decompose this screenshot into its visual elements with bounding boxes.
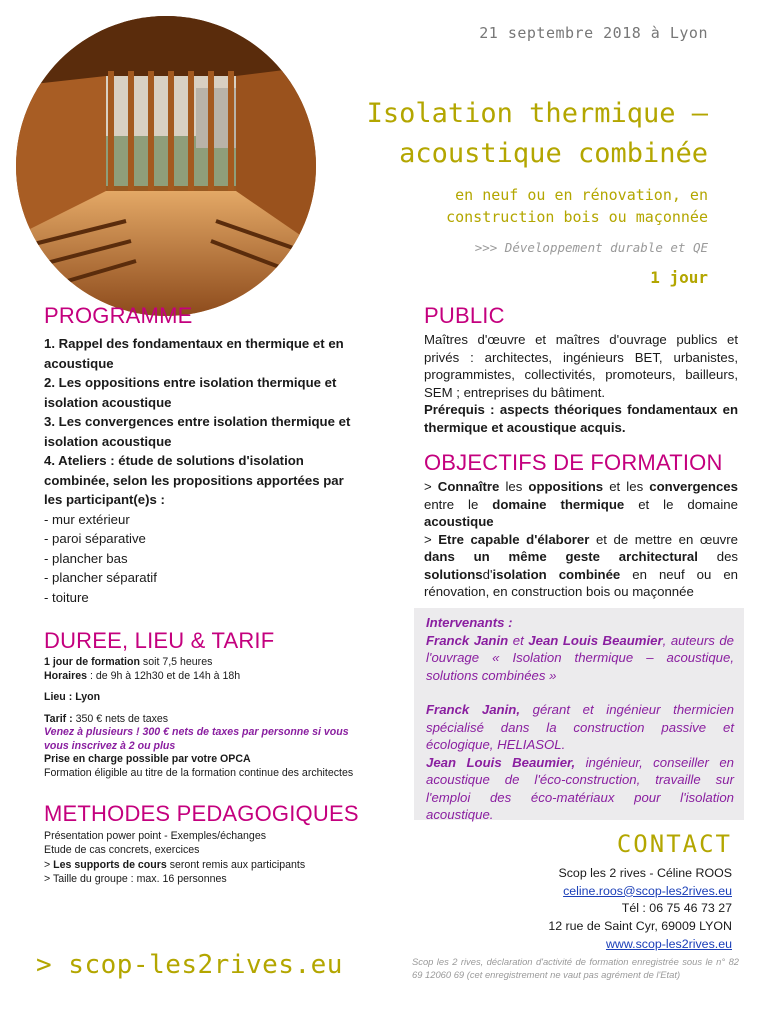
programme-subitem: - paroi séparative xyxy=(44,531,146,546)
programme-subitem: - plancher séparatif xyxy=(44,570,157,585)
programme-item: 2. Les oppositions entre isolation thermique et isolation acoustique xyxy=(44,375,337,410)
programme-heading: PROGRAMME xyxy=(44,303,193,328)
speaker-bio-2 xyxy=(426,754,734,824)
emphasis: 1 jour de formation xyxy=(44,656,140,668)
eligibility-line: Formation éligible au titre de la formation continue des architectes xyxy=(44,766,354,779)
duration-place-price-heading: DUREE, LIEU & TARIF xyxy=(44,628,275,653)
contact-details xyxy=(432,865,732,954)
emphasis: Tarif : xyxy=(44,712,73,725)
emphasis: dans un même geste architectural xyxy=(424,549,698,564)
hours-line xyxy=(44,670,362,684)
objectives-text xyxy=(424,478,738,601)
programme-subitem: - plancher bas xyxy=(44,550,128,566)
emphasis: domaine thermique xyxy=(492,496,625,512)
speakers-heading: Intervenants : xyxy=(426,615,513,630)
emphasis: isolation combinée xyxy=(492,566,621,582)
duration-line xyxy=(44,656,362,670)
text: gérant et ingénieur thermicien spécialisé dans la construction passive et écologique, HELIASOL. xyxy=(426,702,734,752)
text: et xyxy=(512,632,524,648)
method-line: > Taille du groupe : max. 16 personnes xyxy=(44,872,227,885)
programme-item: 3. Les convergences entre isolation thermique et isolation acoustique xyxy=(44,414,351,449)
text: : de 9h à 12h30 et de 14h à 18h xyxy=(89,669,241,682)
speakers-box xyxy=(414,608,744,820)
text: en neuf ou en rénovation, en construction bois ou maçonnée xyxy=(424,566,738,599)
place-line: Lieu : Lyon xyxy=(44,691,101,703)
title-line-2: acoustique combinée xyxy=(399,138,708,169)
text: soit 7,5 heures xyxy=(142,656,213,668)
contact-email-link[interactable]: celine.roos@scop-les2rives.eu xyxy=(563,883,732,898)
text: et de mettre en œuvre xyxy=(595,531,738,547)
emphasis: convergences xyxy=(649,479,738,494)
emphasis: solutions xyxy=(424,566,483,582)
programme-item: 1. Rappel des fondamentaux en thermique et en acoustique xyxy=(44,336,344,371)
footer-website[interactable]: > scop-les2rives.eu xyxy=(36,950,343,980)
public-text xyxy=(424,331,738,436)
contact-heading: CONTACT xyxy=(616,830,732,858)
objectives-heading: OBJECTIFS DE FORMATION xyxy=(424,450,723,475)
text: des xyxy=(716,549,738,564)
subtitle xyxy=(348,184,708,228)
title-line-1: Isolation thermique – xyxy=(366,98,708,129)
speaker-name: Franck Janin, xyxy=(426,702,520,717)
emphasis: oppositions xyxy=(528,479,604,494)
text: d' xyxy=(482,566,493,582)
emphasis: Horaires xyxy=(44,669,87,682)
emphasis: Les supports de cours xyxy=(53,858,167,871)
duration-place-price-text xyxy=(44,656,362,780)
subtitle-line-2: construction bois ou maçonnée xyxy=(446,208,708,226)
event-date: 21 septembre 2018 à Lyon xyxy=(479,24,708,42)
bullet: > xyxy=(424,479,432,494)
speaker-name: Franck Janin xyxy=(426,632,509,648)
programme-list xyxy=(44,334,356,607)
speaker-bio-1 xyxy=(426,701,734,754)
programme-subitem: - toiture xyxy=(44,589,89,605)
text: et les xyxy=(609,479,644,494)
tagline: >>> Développement durable et QE xyxy=(474,240,708,255)
methods-heading: METHODES PEDAGOGIQUES xyxy=(44,801,359,826)
emphasis: Connaître xyxy=(437,479,500,494)
wooden-hall-photo xyxy=(16,16,316,316)
group-discount: Venez à plusieurs ! 300 € nets de taxes par personne si vous vous inscrivez à 2 ou plus xyxy=(44,726,349,752)
contact-address: 12 rue de Saint Cyr, 69009 LYON xyxy=(548,919,732,934)
duration-badge: 1 jour xyxy=(650,268,708,287)
public-description: Maîtres d'œuvre et maîtres d'ouvrage publics et privés : architectes, ingénieurs BET, urbanistes, programmistes, collectivités, promoteurs, bailleurs, SEM ; entreprises du bâtiment. xyxy=(424,332,738,400)
programme-subitem: - mur extérieur xyxy=(44,511,130,527)
contact-phone: Tél : 06 75 46 73 27 xyxy=(621,901,732,916)
legal-notice: Scop les 2 rives, déclaration d'activité de formation enregistrée sous le n° 82 69 12060 69 (cet enregistrement ne vaut pas agrément de l'Etat) xyxy=(412,956,739,980)
speaker-name: Jean Louis Beaumier, xyxy=(426,754,576,770)
price-line xyxy=(44,713,362,727)
methods-text xyxy=(44,829,362,886)
prerequisites: Prérequis : aspects théoriques fondamentaux en thermique et acoustique acquis. xyxy=(424,402,738,435)
subtitle-line-1: en neuf ou en rénovation, en xyxy=(455,186,708,204)
method-line: Etude de cas concrets, exercices xyxy=(44,844,200,857)
bullet: > xyxy=(44,858,51,871)
text: seront remis aux participants xyxy=(169,858,306,871)
text: entre le xyxy=(424,496,479,512)
public-heading: PUBLIC xyxy=(424,303,505,328)
speaker-name: Jean Louis Beaumier xyxy=(528,632,663,648)
objective-1 xyxy=(424,478,738,531)
text: et le domaine xyxy=(638,496,738,512)
emphasis: acoustique xyxy=(424,514,494,529)
text: , auteurs de l'ouvrage « Isolation thermique – acoustique, solutions combinées » xyxy=(426,632,735,683)
bullet: > xyxy=(424,531,432,547)
objective-2 xyxy=(424,531,738,601)
method-line xyxy=(44,858,362,872)
method-line: Présentation power point - Exemples/échanges xyxy=(44,830,267,842)
page-title xyxy=(308,94,708,174)
opca-line: Prise en charge possible par votre OPCA xyxy=(44,753,251,765)
contact-website-link[interactable]: www.scop-les2rives.eu xyxy=(605,936,732,951)
contact-name: Scop les 2 rives - Céline ROOS xyxy=(558,866,732,880)
text: 350 € nets de taxes xyxy=(75,712,169,725)
programme-item: 4. Ateliers : étude de solutions d'isolation combinée, selon les propositions apportées par les participant(e)s : xyxy=(44,453,344,507)
speakers-authors xyxy=(426,632,734,685)
speakers-text xyxy=(426,614,734,824)
emphasis: Etre capable d'élaborer xyxy=(438,531,590,547)
text: les xyxy=(505,479,523,494)
text: ingénieur, conseiller en acoustique de l'éco-construction, travaille sur l'emploi des éco-matériaux pour l'isolation acoustique. xyxy=(426,754,734,822)
